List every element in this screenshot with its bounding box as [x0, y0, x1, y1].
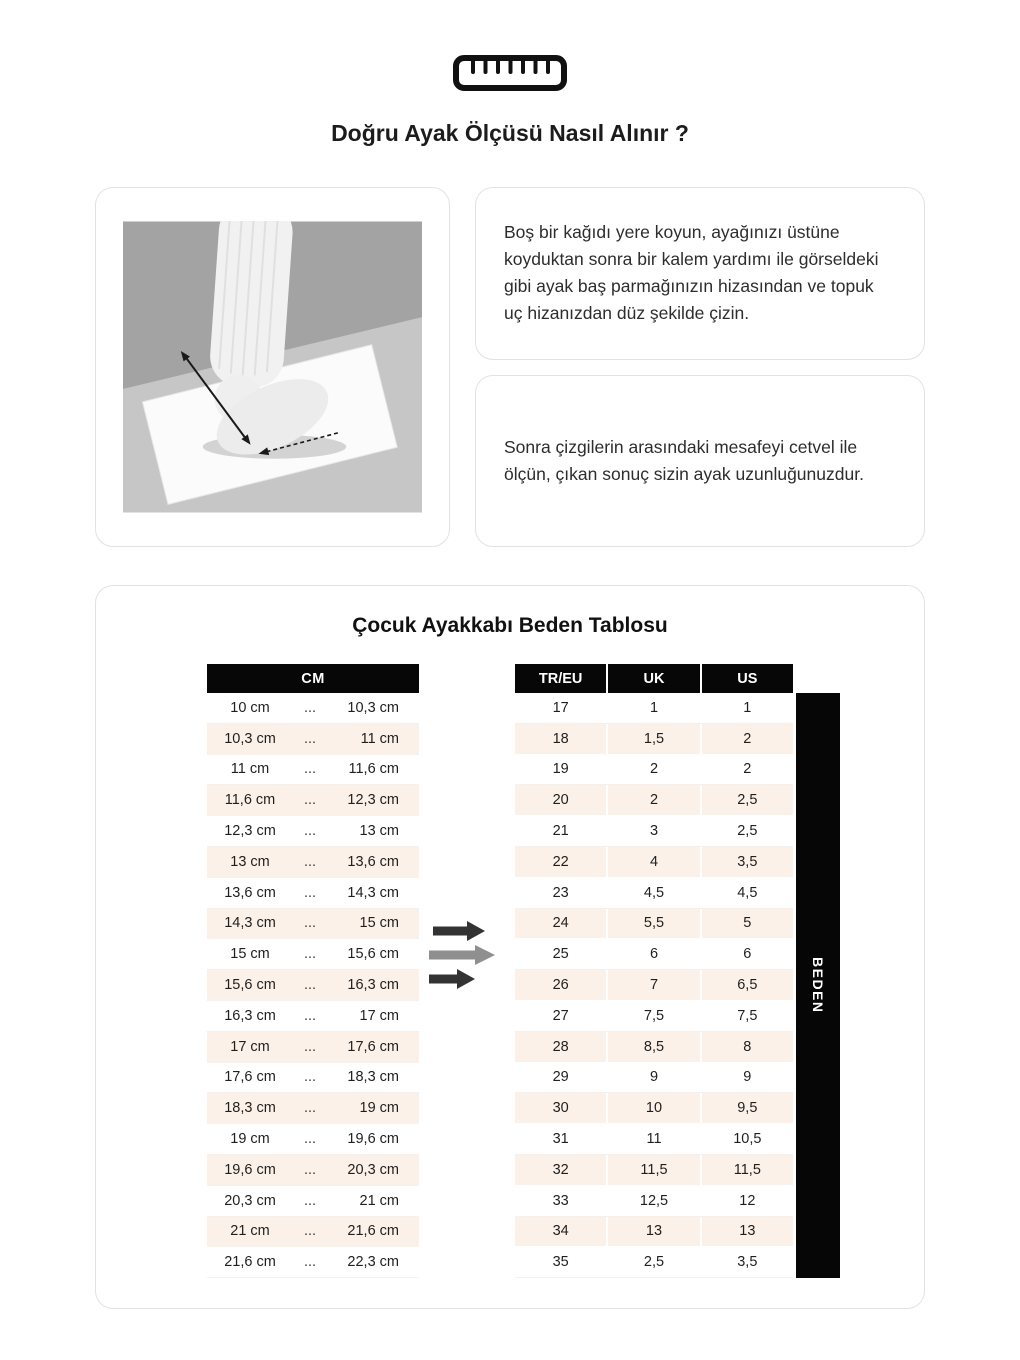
- cm-table-row: [207, 1063, 419, 1094]
- cm-range-end: 16,3 cm: [347, 977, 399, 994]
- tr-eu-size: 34: [515, 1217, 606, 1247]
- uk-size: 3: [608, 816, 699, 846]
- uk-size: 1: [608, 693, 699, 723]
- size-table-row: [515, 1217, 793, 1248]
- cm-range-end: 11,6 cm: [348, 761, 399, 778]
- us-size: 8: [702, 1032, 793, 1062]
- us-size: 1: [702, 693, 793, 723]
- uk-size: 9: [608, 1063, 699, 1093]
- cm-range-end: 21,6 cm: [347, 1223, 399, 1240]
- size-table-row: [515, 1093, 793, 1124]
- cm-range-start: 18,3 cm: [224, 1100, 276, 1117]
- cm-range-end: 13,6 cm: [347, 853, 399, 870]
- us-size: 12: [702, 1186, 793, 1216]
- uk-size: 4,5: [608, 878, 699, 908]
- tr-eu-size: 33: [515, 1186, 606, 1216]
- range-separator: ...: [303, 1223, 317, 1240]
- range-separator: ...: [303, 792, 317, 809]
- us-size: 2,5: [702, 816, 793, 846]
- cm-table-row: [207, 1093, 419, 1124]
- us-size: 2: [702, 755, 793, 785]
- cm-table-row: [207, 1001, 419, 1032]
- us-size: 6: [702, 939, 793, 969]
- size-table-row: [515, 724, 793, 755]
- range-separator: ...: [303, 1192, 317, 1209]
- cm-range-end: 21 cm: [359, 1192, 399, 1209]
- cm-range-end: 17 cm: [359, 1007, 399, 1024]
- uk-size: 12,5: [608, 1186, 699, 1216]
- instruction-card-1: [475, 187, 925, 360]
- uk-size: 8,5: [608, 1032, 699, 1062]
- cm-range-start: 16,3 cm: [224, 1007, 276, 1024]
- cm-range-start: 15,6 cm: [224, 977, 276, 994]
- size-table-row: [515, 1124, 793, 1155]
- tr-eu-size: 22: [515, 847, 606, 877]
- cm-range-end: 22,3 cm: [347, 1254, 399, 1271]
- size-table-header-us: US: [702, 664, 793, 693]
- uk-size: 7,5: [608, 1001, 699, 1031]
- us-size: 2: [702, 724, 793, 754]
- cm-range-start: 10,3 cm: [224, 730, 276, 747]
- cm-table-row: [207, 939, 419, 970]
- range-separator: ...: [303, 1069, 317, 1086]
- cm-table-row: [207, 970, 419, 1001]
- cm-table-row: [207, 755, 419, 786]
- range-separator: ...: [303, 1100, 317, 1117]
- cm-range-end: 19 cm: [359, 1100, 399, 1117]
- cm-table-row: [207, 1217, 419, 1248]
- size-table-row: [515, 816, 793, 847]
- us-size: 3,5: [702, 1247, 793, 1277]
- range-separator: ...: [303, 1161, 317, 1178]
- cm-range-start: 13,6 cm: [224, 884, 276, 901]
- size-table-row: [515, 1247, 793, 1278]
- cm-range-start: 19 cm: [230, 1131, 270, 1148]
- range-separator: ...: [303, 1007, 317, 1024]
- cm-table-row: [207, 724, 419, 755]
- size-table-row: [515, 847, 793, 878]
- cm-table-row: [207, 816, 419, 847]
- cm-range-end: 11 cm: [360, 730, 399, 747]
- us-size: 13: [702, 1217, 793, 1247]
- instructions-column: [475, 187, 925, 547]
- cm-range-start: 15 cm: [230, 946, 270, 963]
- cm-range-start: 21,6 cm: [224, 1254, 276, 1271]
- size-table-row: [515, 939, 793, 970]
- cm-range-start: 13 cm: [230, 853, 270, 870]
- size-table-row: [515, 878, 793, 909]
- range-separator: ...: [303, 946, 317, 963]
- us-size: 6,5: [702, 970, 793, 1000]
- size-table-row: [515, 1155, 793, 1186]
- size-table-row: [515, 755, 793, 786]
- tr-eu-size: 29: [515, 1063, 606, 1093]
- us-size: 7,5: [702, 1001, 793, 1031]
- cm-range-start: 19,6 cm: [224, 1161, 276, 1178]
- instruction-text-2: Sonra çizgilerin arasındaki mesafeyi cetvel ile ölçün, çıkan sonuç sizin ayak uzunluğunuzdur.: [504, 436, 864, 484]
- cm-table-body: [207, 693, 419, 1278]
- cm-table-row: [207, 847, 419, 878]
- tr-eu-size: 25: [515, 939, 606, 969]
- cm-table-row: [207, 1032, 419, 1063]
- cm-range-end: 15 cm: [359, 915, 399, 932]
- tr-eu-size: 24: [515, 909, 606, 939]
- cm-table-row: [207, 1186, 419, 1217]
- size-table-header-row: [515, 664, 793, 693]
- cm-range-start: 11,6 cm: [224, 792, 276, 809]
- range-separator: ...: [303, 730, 317, 747]
- uk-size: 13: [608, 1217, 699, 1247]
- cm-range-start: 17 cm: [230, 1038, 270, 1055]
- ruler-icon: [0, 0, 1020, 94]
- uk-size: 2: [608, 785, 699, 815]
- cm-range-end: 10,3 cm: [347, 699, 399, 716]
- range-separator: ...: [303, 853, 317, 870]
- international-size-table: [515, 664, 793, 1278]
- howto-section: [95, 187, 925, 547]
- cm-range-start: 17,6 cm: [224, 1069, 276, 1086]
- size-table-row: [515, 970, 793, 1001]
- cm-range-start: 20,3 cm: [224, 1192, 276, 1209]
- size-table-row: [515, 1001, 793, 1032]
- cm-range-start: 14,3 cm: [224, 915, 276, 932]
- tr-eu-size: 23: [515, 878, 606, 908]
- foot-measurement-photo: [95, 187, 450, 547]
- range-separator: ...: [303, 977, 317, 994]
- size-chart-title: Çocuk Ayakkabı Beden Tablosu: [352, 614, 668, 637]
- cm-range-end: 19,6 cm: [347, 1131, 399, 1148]
- us-size: 10,5: [702, 1124, 793, 1154]
- uk-size: 4: [608, 847, 699, 877]
- size-table-header-tr-eu: TR/EU: [515, 664, 606, 693]
- tr-eu-size: 31: [515, 1124, 606, 1154]
- us-size: 3,5: [702, 847, 793, 877]
- uk-size: 2: [608, 755, 699, 785]
- cm-range-end: 13 cm: [359, 823, 399, 840]
- us-size: 5: [702, 909, 793, 939]
- conversion-arrows-icon: [419, 919, 515, 991]
- tr-eu-size: 32: [515, 1155, 606, 1185]
- range-separator: ...: [303, 699, 317, 716]
- range-separator: ...: [303, 1038, 317, 1055]
- cm-table-row: [207, 909, 419, 940]
- cm-table-row: [207, 1155, 419, 1186]
- size-tables-row: [96, 664, 924, 1278]
- uk-size: 7: [608, 970, 699, 1000]
- size-table-row: [515, 693, 793, 724]
- cm-table-row: [207, 1124, 419, 1155]
- tr-eu-size: 19: [515, 755, 606, 785]
- uk-size: 5,5: [608, 909, 699, 939]
- us-size: 9: [702, 1063, 793, 1093]
- cm-table-row: [207, 693, 419, 724]
- size-table-row: [515, 909, 793, 940]
- us-size: 2,5: [702, 785, 793, 815]
- cm-range-end: 12,3 cm: [347, 792, 399, 809]
- uk-size: 1,5: [608, 724, 699, 754]
- tr-eu-size: 20: [515, 785, 606, 815]
- cm-range-start: 10 cm: [230, 699, 270, 716]
- uk-size: 11: [608, 1124, 699, 1154]
- tr-eu-size: 27: [515, 1001, 606, 1031]
- us-size: 4,5: [702, 878, 793, 908]
- size-table-body: [515, 693, 793, 1278]
- cm-range-start: 21 cm: [230, 1223, 270, 1240]
- tr-eu-size: 35: [515, 1247, 606, 1277]
- size-chart-section: [95, 585, 925, 1309]
- cm-range-start: 12,3 cm: [224, 823, 276, 840]
- cm-range-end: 15,6 cm: [347, 946, 399, 963]
- size-table-row: [515, 1063, 793, 1094]
- tr-eu-size: 28: [515, 1032, 606, 1062]
- size-table-row: [515, 1032, 793, 1063]
- range-separator: ...: [303, 1131, 317, 1148]
- tr-eu-size: 18: [515, 724, 606, 754]
- cm-range-end: 18,3 cm: [347, 1069, 399, 1086]
- cm-table-row: [207, 878, 419, 909]
- cm-table-row: [207, 785, 419, 816]
- range-separator: ...: [303, 915, 317, 932]
- foot-on-paper-illustration: [123, 221, 422, 513]
- range-separator: ...: [303, 823, 317, 840]
- cm-range-end: 20,3 cm: [347, 1161, 399, 1178]
- tr-eu-size: 26: [515, 970, 606, 1000]
- cm-table-header: CM: [207, 664, 419, 693]
- range-separator: ...: [303, 761, 317, 778]
- page-title: Doğru Ayak Ölçüsü Nasıl Alınır ?: [331, 120, 689, 146]
- size-table-row: [515, 785, 793, 816]
- uk-size: 2,5: [608, 1247, 699, 1277]
- uk-size: 10: [608, 1093, 699, 1123]
- uk-size: 11,5: [608, 1155, 699, 1185]
- cm-table-row: [207, 1247, 419, 1278]
- us-size: 11,5: [702, 1155, 793, 1185]
- uk-size: 6: [608, 939, 699, 969]
- us-size: 9,5: [702, 1093, 793, 1123]
- tr-eu-size: 17: [515, 693, 606, 723]
- cm-range-start: 11 cm: [230, 761, 270, 778]
- beden-vertical-label: BEDEN: [796, 693, 840, 1278]
- tr-eu-size: 30: [515, 1093, 606, 1123]
- cm-range-end: 17,6 cm: [347, 1038, 399, 1055]
- tr-eu-size: 21: [515, 816, 606, 846]
- cm-range-end: 14,3 cm: [347, 884, 399, 901]
- size-table-row: [515, 1186, 793, 1217]
- range-separator: ...: [303, 1254, 317, 1271]
- cm-table: [207, 664, 419, 1278]
- instruction-text-1: Boş bir kağıdı yere koyun, ayağınızı üstüne koyduktan sonra bir kalem yardımı ile görseldeki gibi ayak baş parmağınızın hizasından ve topuk uç hizanızdan düz şekilde çizin.: [504, 222, 879, 324]
- size-table-header-uk: UK: [608, 664, 699, 693]
- instruction-card-2: [475, 375, 925, 548]
- range-separator: ...: [303, 884, 317, 901]
